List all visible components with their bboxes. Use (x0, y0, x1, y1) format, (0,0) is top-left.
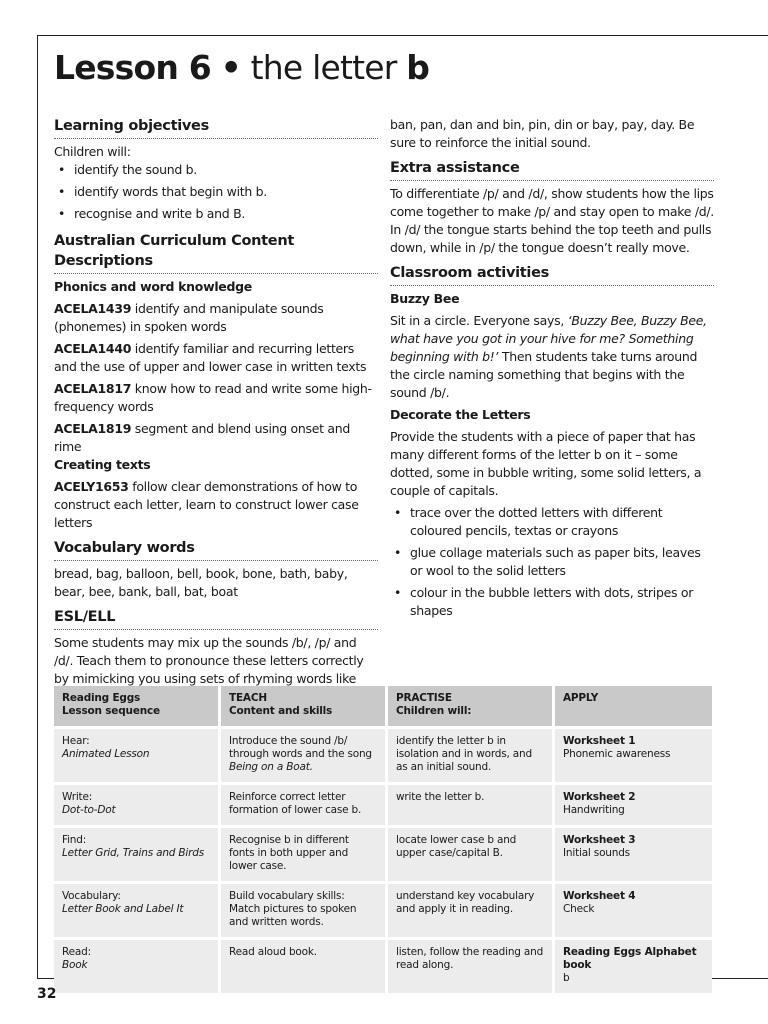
extra-heading: Extra assistance (390, 158, 714, 181)
list-item: • colour in the bubble letters with dots, stripes or shapes (390, 584, 714, 620)
curriculum-code: ACELA1817 (54, 381, 132, 396)
curriculum-subheading: Creating texts (54, 457, 151, 472)
table-cell: identify the letter b in isolation and in words, and as an initial sound. (388, 726, 555, 782)
curriculum-entry (54, 300, 378, 336)
table-header: TEACH Content and skills (221, 686, 388, 726)
curriculum-code: ACELA1439 (54, 301, 132, 316)
objectives-list (54, 161, 378, 223)
list-item: • recognise and write b and B. (54, 205, 378, 223)
table-header: PRACTISE Children will: (388, 686, 555, 726)
buzzy-text-start: Sit in a circle. Everyone says, (390, 313, 568, 328)
table-cell: Worksheet 1 Phonemic awareness (555, 726, 712, 782)
curriculum-code: ACELA1440 (54, 341, 132, 356)
curriculum-code: ACELY1653 (54, 479, 129, 494)
table-cell: Introduce the sound /b/ through words and the song Being on a Boat. (221, 726, 388, 782)
table-row (54, 881, 712, 937)
curriculum-entry (54, 420, 378, 456)
title-letter: b (406, 48, 430, 87)
table-cell: understand key vocabulary and apply it in reading. (388, 881, 555, 937)
buzzy-text-end: Then students take turns around the circle naming something that begins with the sound /b/. (390, 349, 698, 400)
table-cell: Worksheet 2 Handwriting (555, 782, 712, 825)
table-cell: Worksheet 4 Check (555, 881, 712, 937)
activities-heading: Classroom activities (390, 263, 714, 286)
curriculum-text: know how to read and write some high-frequency words (54, 381, 372, 414)
table-cell: write the letter b. (388, 782, 555, 825)
table-cell: Read: Book (54, 937, 221, 993)
table-cell: Build vocabulary skills: Match pictures to spoken and written words. (221, 881, 388, 937)
table-header-row (54, 686, 712, 726)
curriculum-code: ACELA1819 (54, 421, 132, 436)
table-row (54, 825, 712, 881)
table-cell: Reading Eggs Alphabet book b (555, 937, 712, 993)
table-cell: Worksheet 3 Initial sounds (555, 825, 712, 881)
esl-text-continued: ban, pan, dan and bin, pin, din or bay, pay, day. Be sure to reinforce the initial sound. (390, 117, 695, 150)
list-item: • identify the sound b. (54, 161, 378, 179)
curriculum-text: identify and manipulate sounds (phonemes) in spoken words (54, 301, 324, 334)
buzzy-heading: Buzzy Bee (390, 291, 460, 306)
table-cell: Hear: Animated Lesson (54, 726, 221, 782)
table-cell: Find: Letter Grid, Trains and Birds (54, 825, 221, 881)
decorate-list (390, 504, 714, 620)
lesson-number: Lesson 6 (54, 48, 211, 87)
list-item: • trace over the dotted letters with different coloured pencils, textas or crayons (390, 504, 714, 540)
curriculum-text: follow clear demonstrations of how to construct each letter, learn to construct lower case letters (54, 479, 359, 530)
list-item: • glue collage materials such as paper bits, leaves or wool to the solid letters (390, 544, 714, 580)
vocab-text: bread, bag, balloon, bell, book, bone, bath, baby, bear, bee, bank, ball, bat, boat (54, 566, 348, 599)
page-number: 32 (37, 986, 57, 1002)
curriculum-text: segment and blend using onset and rime (54, 421, 351, 454)
vocab-heading: Vocabulary words (54, 538, 378, 561)
table-cell: Vocabulary: Letter Book and Label It (54, 881, 221, 937)
esl-heading: ESL/ELL (54, 607, 378, 630)
table-row (54, 782, 712, 825)
curriculum-text: identify familiar and recurring letters and the use of upper and lower case in written texts (54, 341, 367, 374)
table-cell: Reinforce correct letter formation of lower case b. (221, 782, 388, 825)
objectives-heading: Learning objectives (54, 116, 378, 139)
table-row (54, 726, 712, 782)
decorate-text: Provide the students with a piece of paper that has many different forms of the letter b on it – some dotted, some in bubble writing, some solid letters, a couple of capitals. (390, 429, 702, 498)
objectives-intro: Children will: (54, 144, 131, 159)
curriculum-entry (54, 478, 378, 532)
curriculum-entry (54, 340, 378, 376)
table-cell: locate lower case b and upper case/capital B. (388, 825, 555, 881)
buzzy-quote: ‘Buzzy Bee, Buzzy Bee, what have you got in your hive for me? Something beginning with b!’ (390, 313, 707, 364)
curriculum-entry (54, 380, 378, 416)
page-title (54, 46, 429, 90)
buzzy-text (390, 312, 714, 402)
right-column (390, 116, 714, 624)
table-header: APPLY (555, 686, 712, 726)
curriculum-subheading: Phonics and word knowledge (54, 279, 252, 294)
table-cell: Read aloud book. (221, 937, 388, 993)
table-row (54, 937, 712, 993)
esl-text: Some students may mix up the sounds /b/, /p/ and /d/. Teach them to pronounce these letters correctly by mimicking you using sets of rhyming words like (54, 635, 364, 686)
decorate-heading: Decorate the Letters (390, 407, 531, 422)
lesson-sequence-table (54, 686, 712, 993)
title-text: the letter (250, 48, 397, 87)
left-column (54, 116, 378, 688)
title-bullet: • (220, 48, 241, 87)
table-cell: listen, follow the reading and read along. (388, 937, 555, 993)
extra-text: To differentiate /p/ and /d/, show students how the lips come together to make /p/ and stay open to make /d/. In /d/ the tongue starts behind the top teeth and pulls down, while in /p/ the tongue doesn’t really move. (390, 186, 714, 255)
table-header: Reading Eggs Lesson sequence (54, 686, 221, 726)
curriculum-heading: Australian Curriculum Content Descriptions (54, 231, 378, 274)
list-item: • identify words that begin with b. (54, 183, 378, 201)
table-cell: Write: Dot-to-Dot (54, 782, 221, 825)
table-cell: Recognise b in different fonts in both upper and lower case. (221, 825, 388, 881)
